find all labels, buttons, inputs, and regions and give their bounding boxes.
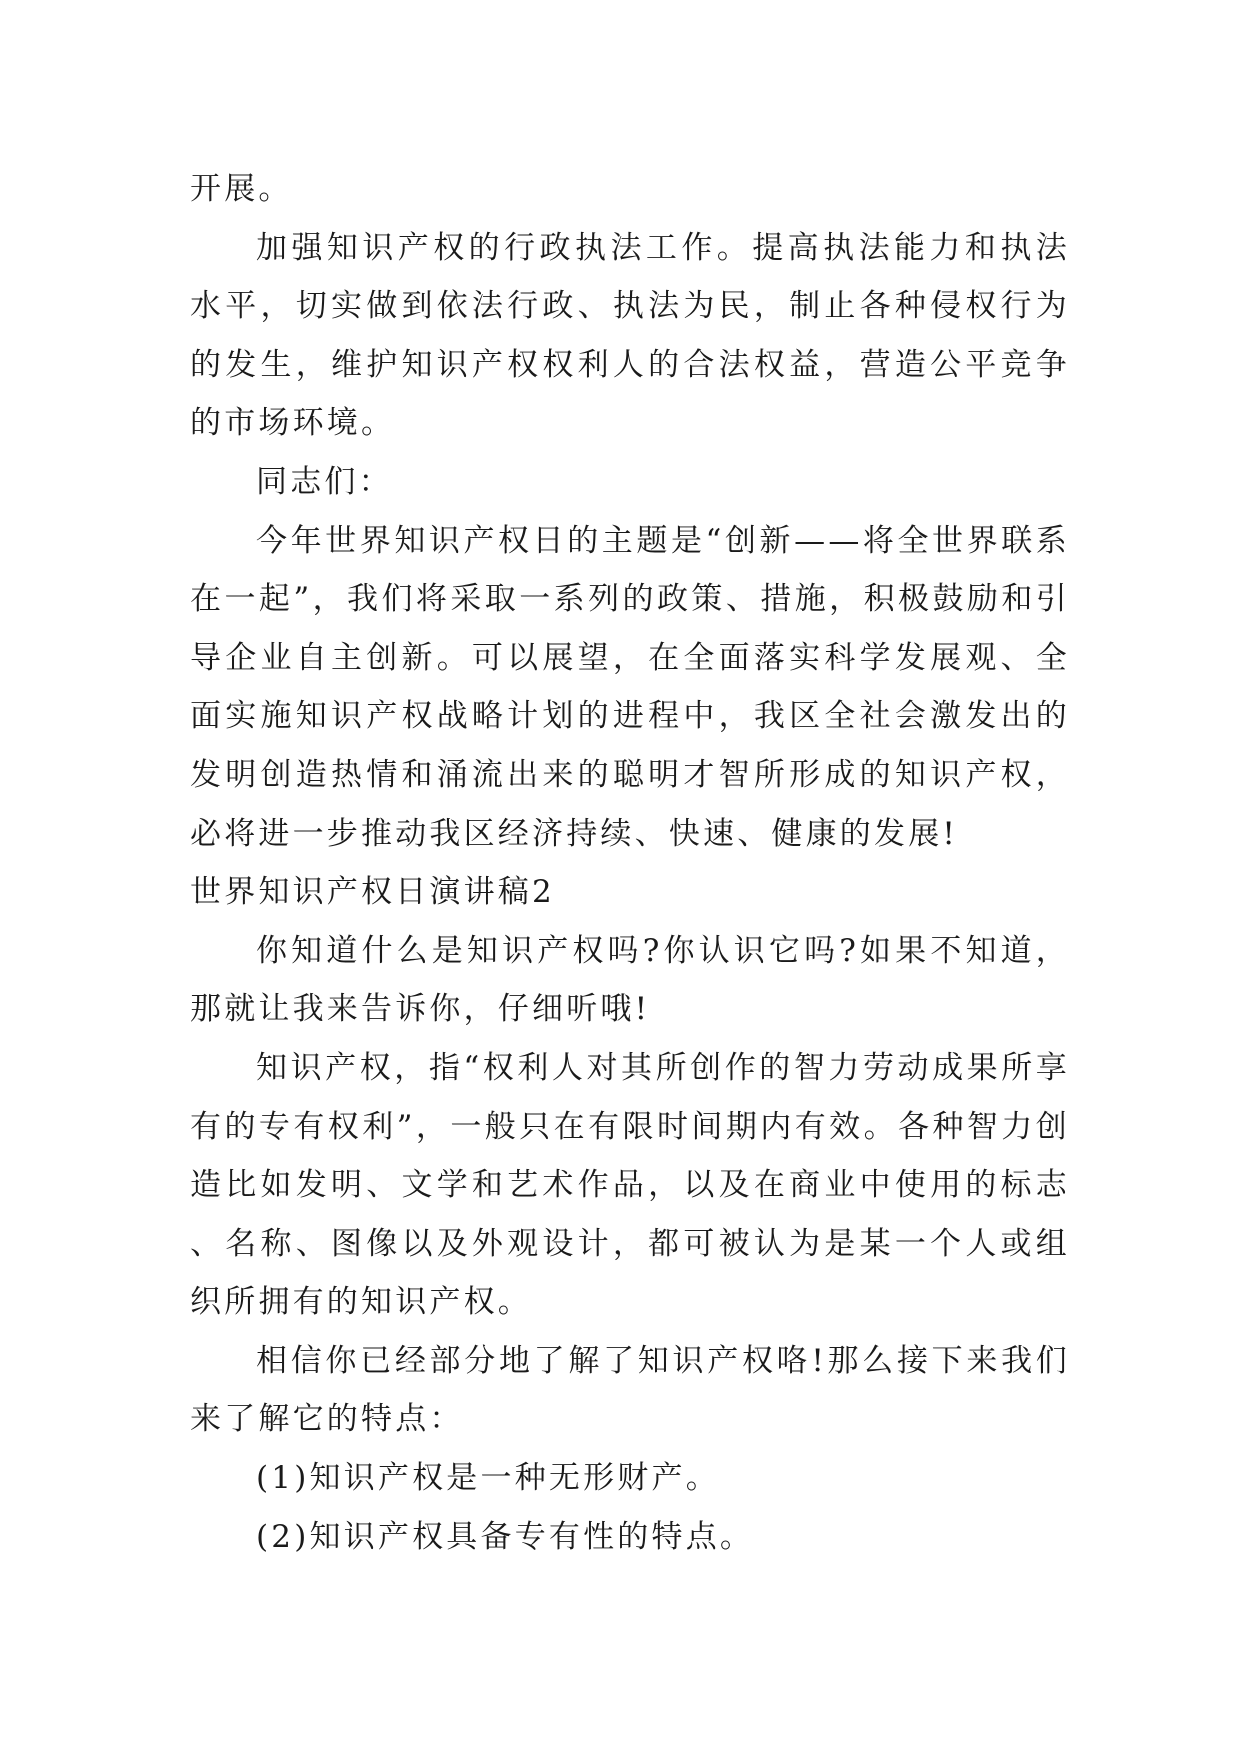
paragraph: 加强知识产权的行政执法工作。提高执法能力和执法水平，切实做到依法行政、执法为民，制止各种侵权行为的发生，维护知识产权权利人的合法权益，营造公平竞争的市场环境。 bbox=[190, 229, 1070, 442]
paragraph: 知识产权，指“权利人对其所创作的智力劳动成果所享有的专有权利”，一般只在有限时间期内有效。各种智力创造比如发明、文学和艺术作品，以及在商业中使用的标志、名称、图像以及外观设计，都可被认为是某一个人或组织所拥有的知识产权。 bbox=[190, 1049, 1070, 1321]
paragraph: 开展。 bbox=[190, 171, 293, 207]
list-item: (1)知识产权是一种无形财产。 bbox=[256, 1460, 720, 1497]
paragraph: 相信你已经部分地了解了知识产权咯!那么接下来我们来了解它的特点： bbox=[190, 1342, 1070, 1438]
document-body bbox=[190, 160, 1070, 1566]
section-heading: 世界知识产权日演讲稿2 bbox=[190, 874, 555, 911]
paragraph: 今年世界知识产权日的主题是“创新——将全世界联系在一起”，我们将采取一系列的政策、措施，积极鼓励和引导企业自主创新。可以展望，在全面落实科学发展观、全面实施知识产权战略计划的进程中，我区全社会激发出的发明创造热情和涌流出来的聪明才智所形成的知识产权，必将进一步推动我区经济持续、快速、健康的发展! bbox=[190, 522, 1070, 852]
list-item: (2)知识产权具备专有性的特点。 bbox=[256, 1518, 755, 1555]
paragraph: 同志们： bbox=[256, 463, 393, 500]
paragraph: 你知道什么是知识产权吗?你认识它吗?如果不知道，那就让我来告诉你，仔细听哦! bbox=[190, 932, 1070, 1028]
